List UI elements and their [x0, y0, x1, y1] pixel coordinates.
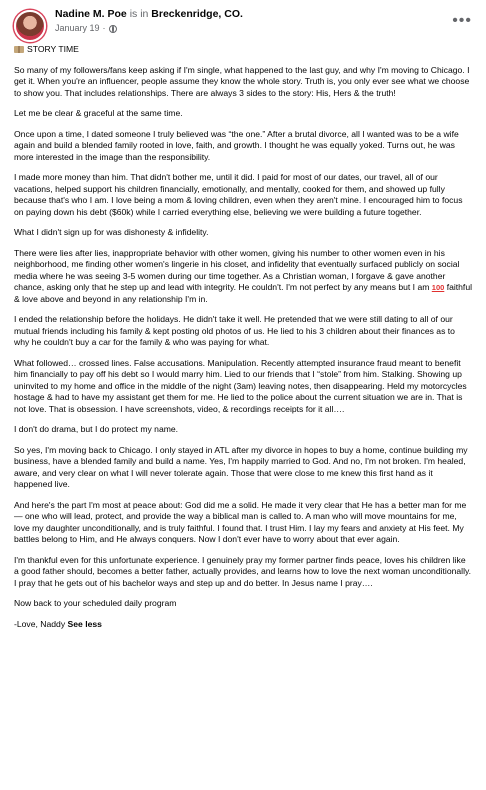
- location-prefix: is in: [129, 8, 149, 20]
- post-body: [14, 44, 472, 630]
- author-line: [55, 8, 243, 21]
- signoff-line: [14, 619, 472, 631]
- date-line: [55, 23, 243, 34]
- open-book-icon: [14, 46, 24, 53]
- location-link[interactable]: Breckenridge, CO.: [151, 8, 243, 20]
- paragraph: So yes, I'm moving back to Chicago. I only stayed in ATL after my divorce in hopes to buy a home, continue building my business, have a blended family and build a name. Yes, I'm happily married to God. And no, I'm not broken. I'm healed, aware, and very clear on what I will never tolerate again. Those that were close to me knew this first hand as it happened live.: [14, 444, 468, 489]
- paragraph: I don't do drama, but I do protect my name.: [14, 424, 179, 434]
- author-avatar[interactable]: [14, 10, 46, 42]
- more-options-button[interactable]: •••: [452, 12, 472, 29]
- hundred-points-icon: 100: [431, 283, 445, 292]
- paragraph: Now back to your scheduled daily program: [14, 598, 177, 608]
- post-meta: [55, 8, 243, 34]
- paragraph: I'm thankful even for this unfortunate experience. I genuinely pray my former partner finds peace, loves his children like a good father should, becomes a better father, actually provides, and learns how to love the next woman unconditionally. I pray that he gets out of his bachelor ways and step up and do better. In Jesus name I pray….: [14, 554, 472, 588]
- paragraph: What followed… crossed lines. False accusations. Manipulation. Recently attempted insurance fraud meant to benefit him financially to pay off his debt so I would marry him. Lied to our friends that I “stole” from him. Stalking. Showing up uninvited to my home and office in the middle of the night (3am) leaving notes, then disappearing. Held my motorcycles hostage & had to have my assistant get them for me. He lied to the police about the current situation we are in. That is not love. That is obsession. I have screenshots, video, & recordings receipts for it all….: [14, 357, 467, 414]
- paragraph: I ended the relationship before the holidays. He didn't take it well. He pretended that we were still dating to all of our mutual friends including his family & kept posting old photos of us. He lied to his 3 children about their finances as to why he couldn't buy a car for the family & who was paying for what.: [14, 314, 455, 347]
- paragraph: So many of my followers/fans keep asking if I'm single, what happened to the last guy, and why I'm moving to Chicago. I get it. When you're an influencer, people assume they know the whole story. Truth is, you only ever see what we choose to show you. That includes relationships. There are always 3 sides to the story: His, Hers & the truth!: [14, 64, 470, 98]
- story-title-line: [14, 44, 472, 56]
- signoff: -Love, Naddy: [14, 618, 66, 629]
- paragraph: I made more money than him. That didn't bother me, until it did. I paid for most of our dates, our travel, all of our vacations, helped support his children financially, emotionally, and mentally, cooked for them, and showed up fully because that's who I am. I love being a mom & loving children, even when they aren't mine. I encouraged him to focus on paying down his debt ($60k) while I carried everything else, believing we were building a future together.: [14, 172, 463, 217]
- see-less-button[interactable]: See less: [67, 618, 102, 629]
- post-header: [14, 8, 472, 44]
- paragraph-text: faithful & love above and beyond in any relationship I'm in.: [14, 282, 473, 304]
- globe-icon: [109, 25, 117, 33]
- paragraph: Once upon a time, I dated someone I truly believed was “the one.” After a brutal divorce, all I wanted was to be a wife again and build a blended family rooted in love, faith, and growth. I thought he was equally yoked. Turns out, he was more interested in the image than the responsibility.: [14, 128, 459, 162]
- author-name[interactable]: Nadine M. Poe: [55, 8, 127, 20]
- post-date[interactable]: January 19: [55, 23, 100, 34]
- paragraph: What I didn't sign up for was dishonesty & infidelity.: [14, 227, 209, 237]
- paragraph-text: There were lies after lies, inappropriate behavior with other women, giving his number to other women even in his neighborhood, me finding other women's lingerie in his closet, and infidelity that eventually surfaced publicly on social media where he was seeing 3-5 women during our time together. As a Christian woman, I forgave & gave another chance, asking only that he step up and lead with integrity. He couldn't. I'm not perfect by any means but I am: [14, 247, 460, 292]
- date-separator: ·: [102, 23, 106, 34]
- paragraph: [14, 248, 472, 306]
- paragraph: And here's the part I'm most at peace about: God did me a solid. He made it very clear that He has a better man for me — one who will lead, protect, and provide the way a biblical man is called to. A man who will move mountains for me, love my daughter unconditionally, and is truly faithful. I found that. I trust Him. I lay my fears and anxiety at His feet. My battles belong to Him, and He always conquers. Now I don't ever have to worry about that ever again.: [14, 499, 467, 544]
- story-title: STORY TIME: [27, 44, 79, 54]
- paragraph: Let me be clear & graceful at the same time.: [14, 108, 183, 118]
